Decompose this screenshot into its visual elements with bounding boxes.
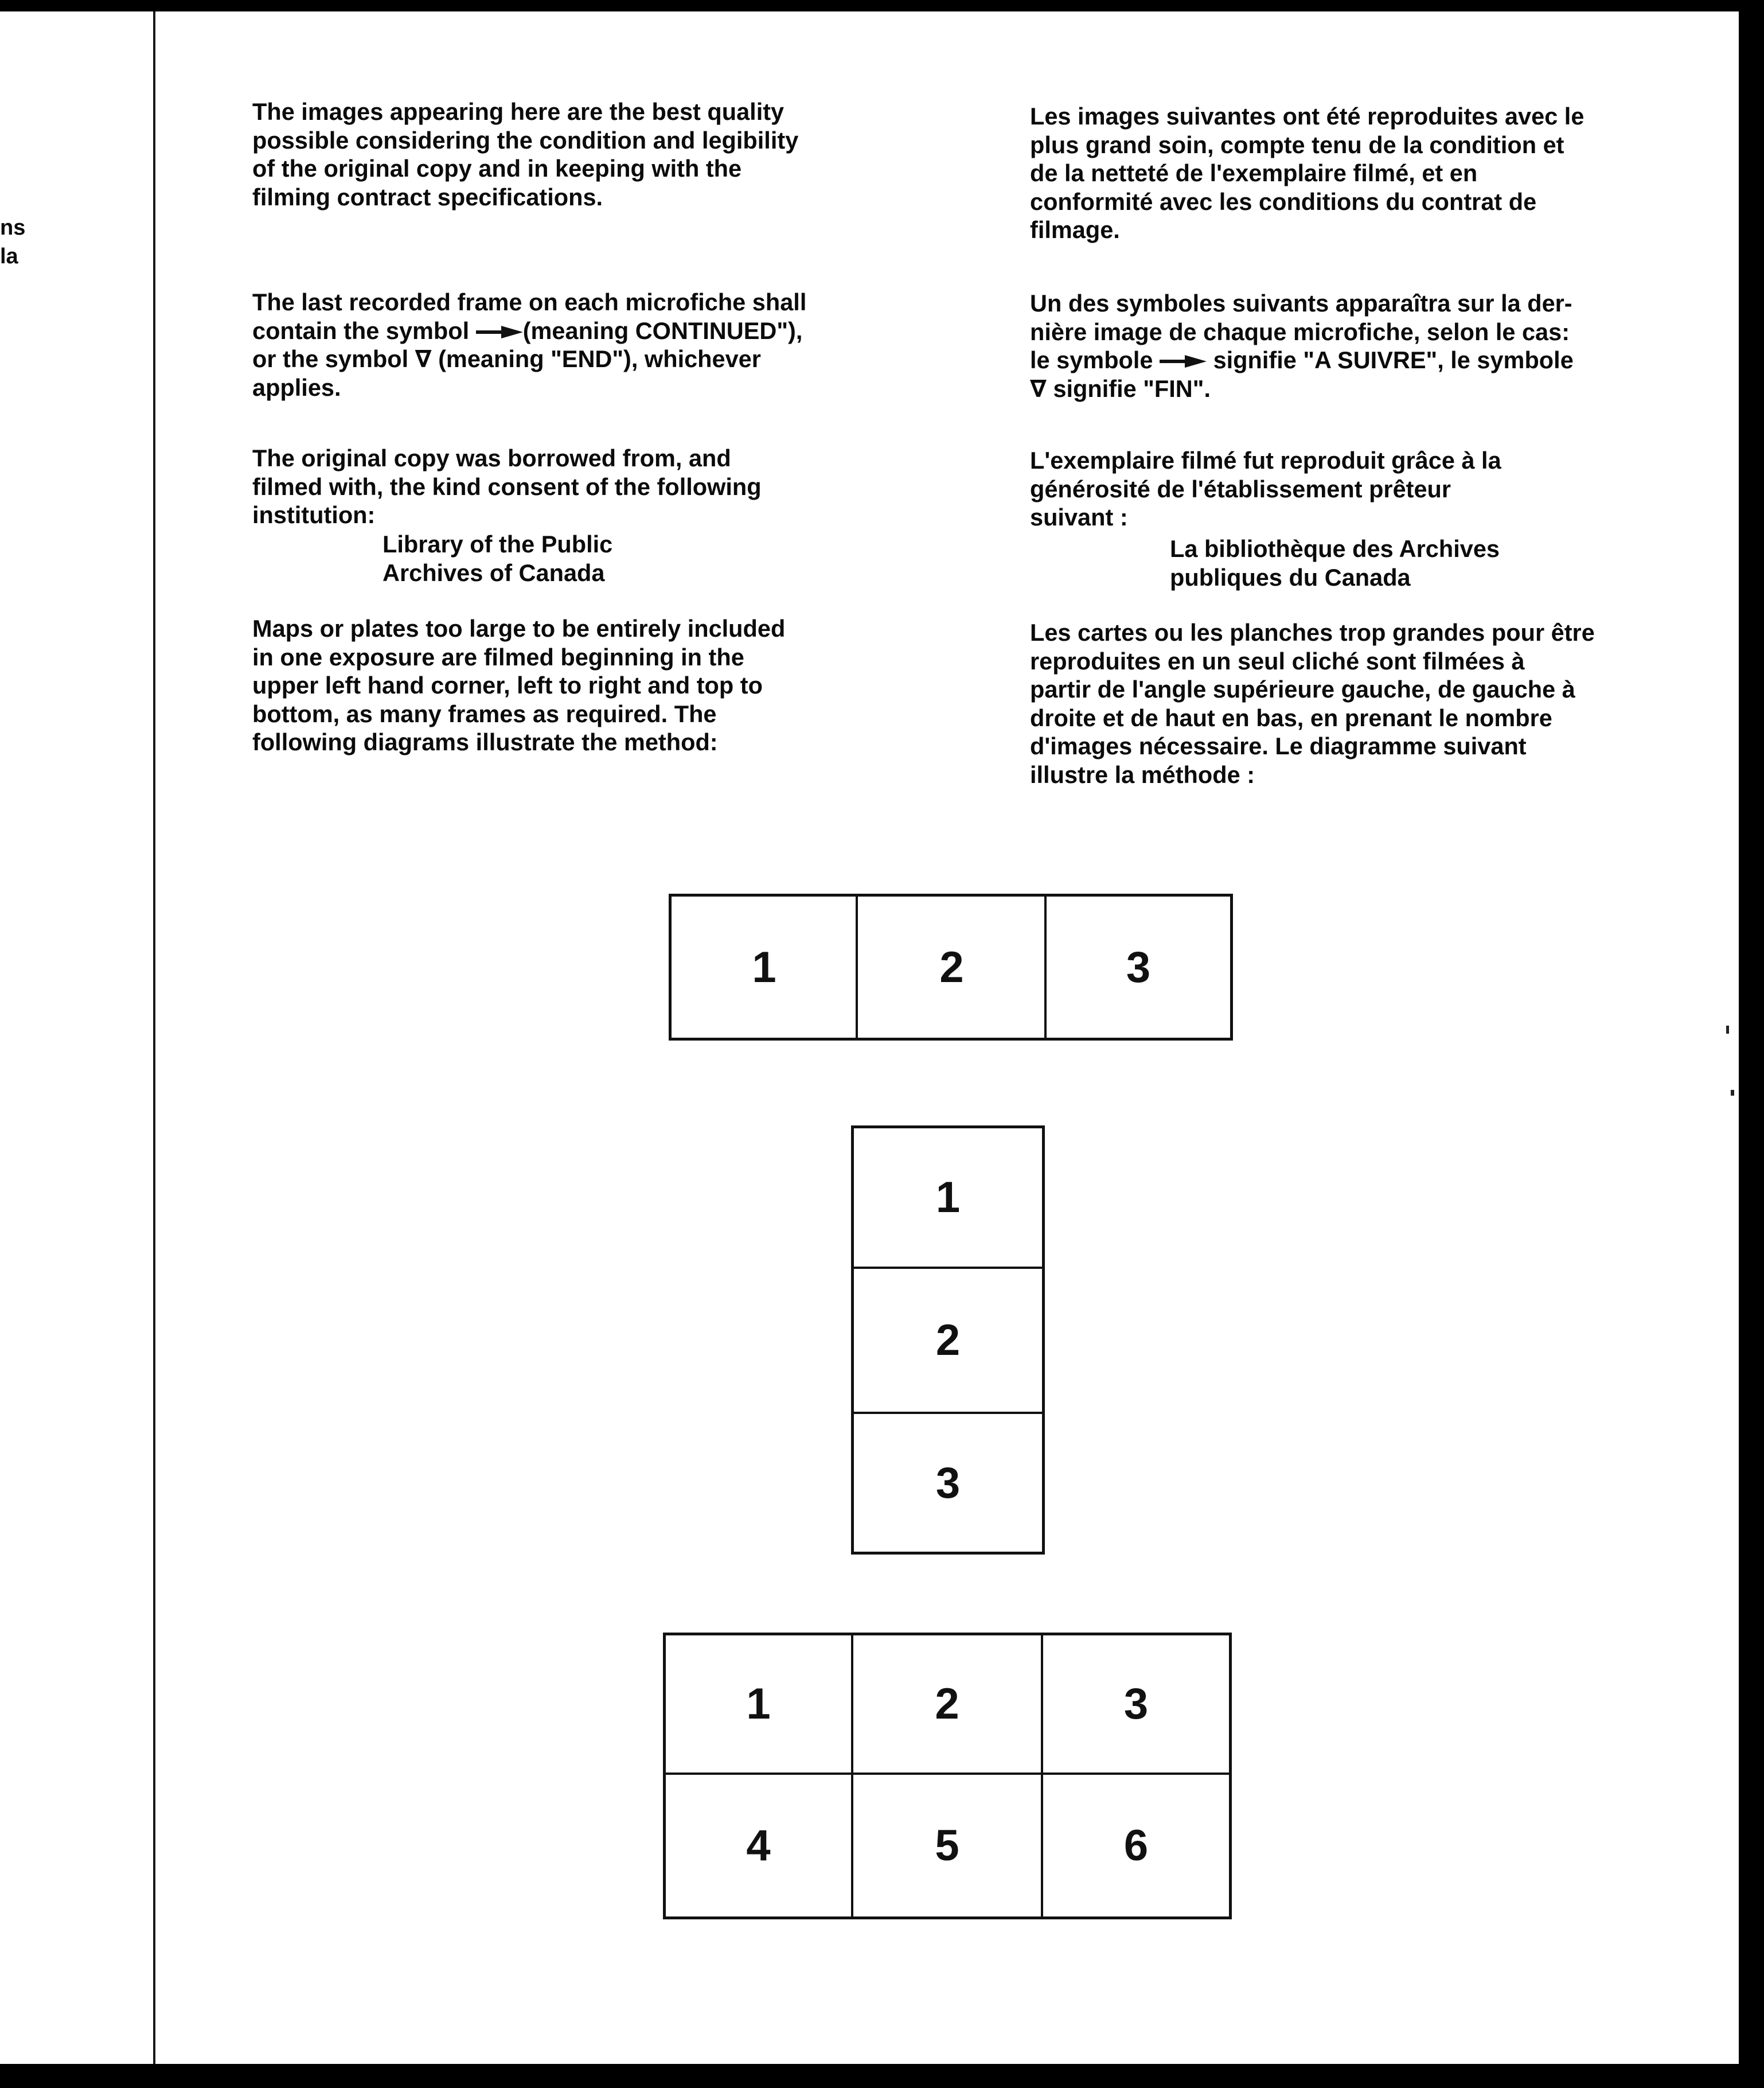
french-last-frame-paragraph xyxy=(1030,289,1695,403)
french-last-frame-line-2: nière image de chaque microfiche, selon le cas: xyxy=(1030,318,1570,345)
right-border xyxy=(1739,0,1764,2088)
english-quality-paragraph: The images appearing here are the best quality possible considering the condition and legibility of the original copy and in keeping with the filming contract specifications. xyxy=(252,98,799,211)
french-symbol-intro: le symbole xyxy=(1030,346,1160,373)
french-last-frame-line-1: Un des symboles suivants apparaîtra sur la der- xyxy=(1030,290,1572,317)
triangle-down-icon: ∇ xyxy=(415,345,432,372)
english-last-frame-line-3 xyxy=(252,345,883,373)
scan-speck xyxy=(1726,1026,1729,1034)
grid-frame-5: 5 xyxy=(935,1821,959,1870)
arrow-right-icon xyxy=(1160,355,1207,368)
grid-frame-3: 3 xyxy=(1123,1680,1149,1728)
row-frame-1: 1 xyxy=(752,942,776,992)
diagram-grid xyxy=(663,1633,1232,1919)
english-source-paragraph: The original copy was borrowed from, and filmed with, the kind consent of the following institution: xyxy=(252,445,762,528)
grid-frame-4: 4 xyxy=(746,1821,771,1870)
grid-frame-6: 6 xyxy=(1123,1821,1149,1870)
page-gutter-line xyxy=(153,11,155,2064)
row-frame-2: 2 xyxy=(939,942,964,992)
english-last-frame-line-4: applies. xyxy=(252,373,341,401)
english-last-frame-line-1: The last recorded frame on each microfiche shall xyxy=(252,289,807,315)
french-continued-meaning: signifie "A SUIVRE", le symbole xyxy=(1207,346,1574,373)
english-last-frame-line-2 xyxy=(252,317,883,345)
english-last-frame-paragraph xyxy=(252,288,883,402)
diagram-vertical-column xyxy=(851,1125,1045,1555)
grid-frame-1: 1 xyxy=(746,1680,771,1728)
triangle-down-icon: ∇ xyxy=(1030,375,1047,402)
english-continued-meaning: (meaning CONTINUED"), xyxy=(522,317,803,344)
bottom-border xyxy=(0,2064,1764,2088)
english-end-intro: or the symbol xyxy=(252,345,415,372)
english-end-meaning: (meaning "END"), whichever xyxy=(431,345,761,372)
margin-fragment-1: ns xyxy=(0,216,26,240)
grid-frame-2: 2 xyxy=(935,1680,959,1728)
diagram-horizontal-row xyxy=(669,894,1233,1041)
arrow-right-icon xyxy=(476,325,523,339)
french-last-frame-line-3 xyxy=(1030,346,1695,375)
top-border xyxy=(0,0,1764,11)
french-maps-paragraph: Les cartes ou les planches trop grandes pour être reproduites en un seul cliché sont filmées à partir de l'angle supérieure gauche, de gauche à droite et de haut en bas, en prenant le nombre d'images nécessaire. Le diagramme suivant illustre la méthode : xyxy=(1030,619,1595,788)
scan-speck xyxy=(1731,1090,1734,1096)
french-end-meaning: signifie "FIN". xyxy=(1046,375,1211,402)
french-source-paragraph: L'exemplaire filmé fut reproduit grâce à la générosité de l'établissement prêteur suivant : xyxy=(1030,447,1501,531)
french-last-frame-line-4 xyxy=(1030,375,1695,403)
column-frame-1: 1 xyxy=(935,1173,961,1222)
french-institution-name: La bibliothèque des Archives publiques du Canada xyxy=(1170,535,1500,591)
english-maps-paragraph: Maps or plates too large to be entirely included in one exposure are filmed beginning in the upper left hand corner, left to right and top to bottom, as many frames as required. The following diagrams illustrate the method: xyxy=(252,615,786,755)
english-institution-name: Library of the Public Archives of Canada xyxy=(383,531,613,586)
column-frame-2: 2 xyxy=(935,1316,961,1365)
row-frame-3: 3 xyxy=(1126,942,1151,992)
english-symbol-intro: contain the symbol xyxy=(252,317,476,344)
french-quality-paragraph: Les images suivantes ont été reproduites avec le plus grand soin, compte tenu de la condition et de la netteté de l'exemplaire filmé, et en conformité avec les conditions du contrat de filmage. xyxy=(1030,103,1585,243)
column-frame-3: 3 xyxy=(935,1458,961,1507)
margin-fragment-2: la xyxy=(0,244,18,268)
